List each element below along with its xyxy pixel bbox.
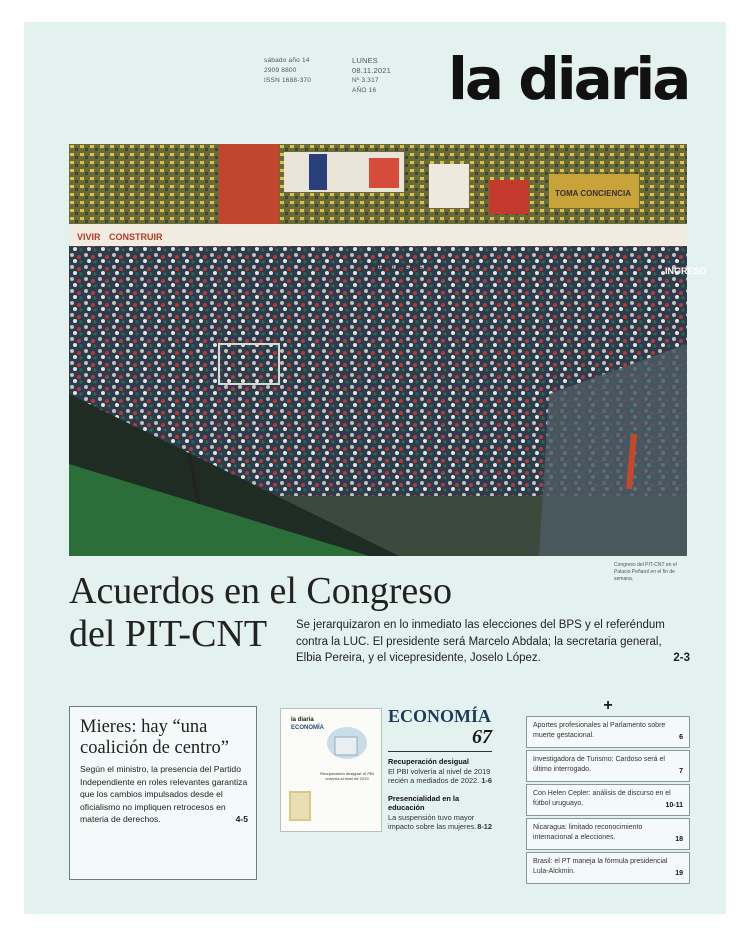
economia-section[interactable]	[388, 706, 492, 840]
page-reference: 6	[679, 734, 683, 741]
headline-line: Acuerdos en el Congreso	[69, 570, 453, 612]
page-reference: 18	[675, 836, 683, 843]
hanging-banner	[219, 144, 279, 234]
meta-number: Nº 3.317	[352, 77, 379, 84]
section-number: 67	[472, 726, 492, 748]
section-title: ECONOMÍA	[388, 706, 491, 726]
economia-item[interactable]	[388, 794, 492, 832]
photo-caption: Congreso del PIT-CNT en el Palacio Peñarol en el fin de semana.	[614, 562, 677, 582]
page-reference: 7	[679, 768, 683, 775]
page-reference: 19	[675, 870, 683, 877]
lead-deck	[296, 617, 690, 667]
edition-meta-left	[264, 56, 311, 86]
masthead	[24, 22, 726, 142]
page-reference: 1-6	[481, 776, 492, 785]
banner-text-5: TOMA CONCIENCIA	[555, 189, 631, 198]
banner-text-3: ESPECIALISTAS	[369, 265, 423, 272]
meta-line: 2909 8800	[264, 67, 297, 74]
item-body: El PBI volvería al nivel de 2019 recién a mediados de 2022.	[388, 766, 491, 785]
thumb-illustration	[281, 709, 381, 831]
brief-item[interactable]	[526, 852, 690, 884]
brief-text: Con Helen Cepler: análisis de discurso en el fútbol uruguayo.	[533, 790, 671, 807]
story-title: Mieres: hay “una coalición de centro”	[80, 717, 229, 758]
story-text: Según el ministro, la presencia del Partido Independiente en roles relevantes garantiza que los cambios impulsados desde el oficialismo no impliquen retrocesos en materia de derechos.	[80, 764, 248, 824]
page-reference: 4-5	[235, 814, 248, 824]
deck-text: Se jerarquizaron en lo inmediato las elecciones del BPS y el referéndum contra la LUC. El presidente será Marcelo Abdala; la secretaria general, Elbia Pereira, y el vicepresidente, Joselo López.	[296, 619, 665, 664]
briefs-column	[526, 698, 690, 884]
edition-meta-right	[352, 56, 391, 96]
meta-year: AÑO 16	[352, 87, 377, 94]
brief-text: Aportes profesionales al Parlamento sobre muerte gestacional.	[533, 722, 666, 739]
congress-crowd-photo	[69, 144, 707, 556]
brief-item[interactable]	[526, 784, 690, 816]
meta-day: LUNES	[352, 56, 379, 65]
page-reference: 10-11	[665, 802, 683, 809]
plus-icon: +	[603, 697, 613, 714]
thumb-logo: la diaria	[291, 717, 314, 723]
front-page	[24, 22, 726, 914]
story-body	[80, 763, 248, 826]
economia-supplement-thumbnail[interactable]	[280, 708, 382, 832]
brief-text: Nicaragua: limitado reconocimiento internacional a elecciones.	[533, 824, 643, 841]
brief-item[interactable]	[526, 716, 690, 748]
item-title: Presencialidad en la educación	[388, 793, 460, 812]
item-body: La suspensión tuvo mayor impacto sobre las mujeres.	[388, 812, 477, 831]
banner-text-1: VIVIR	[77, 232, 101, 242]
meta-date: 08.11.2021	[352, 66, 391, 75]
lead-photo	[69, 144, 707, 556]
headline-line: del PIT-CNT	[69, 613, 268, 655]
thumb-headline: Recuperación desigual: el PBI volvería al nivel de 2019	[320, 771, 374, 781]
page-reference: 8-12	[477, 822, 492, 831]
brief-text: Investigadora de Turismo: Cardoso será el último interrogado.	[533, 756, 665, 773]
brief-text: Brasil: el PT maneja la fórmula presidencial Lula-Alckmin.	[533, 858, 668, 875]
brief-item[interactable]	[526, 818, 690, 850]
banner-text-2: CONSTRUIR	[109, 232, 163, 242]
thumb-section: ECONOMÍA	[291, 725, 324, 731]
brief-item[interactable]	[526, 750, 690, 782]
economia-item[interactable]	[388, 757, 492, 786]
meta-line: ISSN 1688-370	[264, 77, 312, 84]
newspaper-logo[interactable]: la diaria	[448, 45, 689, 113]
mieres-story-box[interactable]	[69, 706, 257, 880]
banner-text-4: INGRESO	[665, 266, 707, 276]
page-reference: 2-3	[673, 652, 690, 664]
meta-line: sábado año 14	[264, 57, 310, 64]
item-title: Recuperación desigual	[388, 757, 469, 766]
section-rule	[388, 751, 492, 752]
